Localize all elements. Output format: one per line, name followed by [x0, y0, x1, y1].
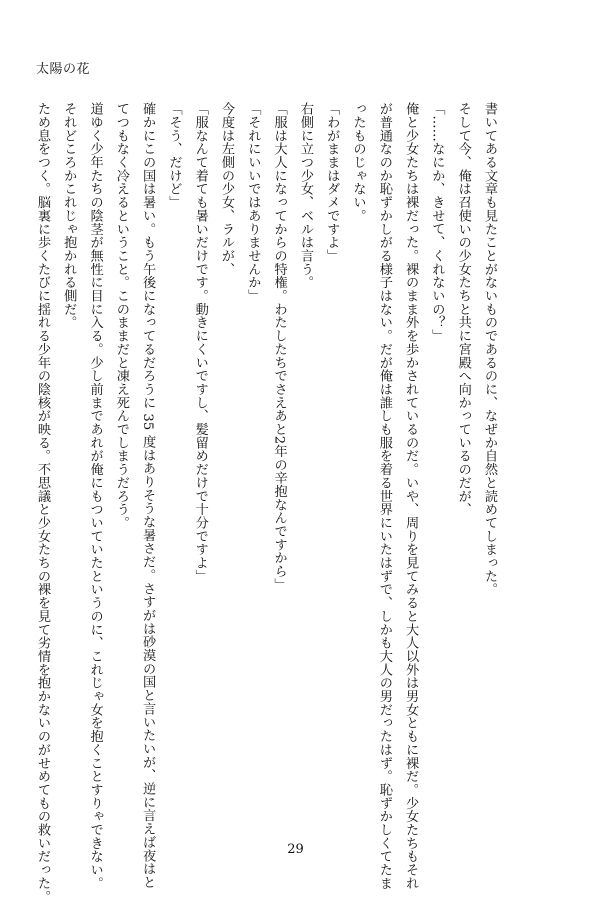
text-line: 「それにいいではありませんか」	[245, 102, 261, 303]
text-line: 書いてある文章も見たことがないものであるのに、なぜか自然と読めてしまった。	[482, 102, 497, 596]
text-line: 「そう、だけど」	[166, 102, 182, 209]
text-line: 俺と少女たちは裸だった。裸のまま外を歩かされているのだ。いや、周りを見てみると大人以外は男女ともに裸だ。少女たちもそれ	[403, 102, 419, 890]
text-line: ため息をつく。脳裏に歩くたびに揺れる少年の陰核が映る。不思議と少女たちの裸を見て劣情を抱かないのがせめてもの救いだった。	[34, 102, 50, 903]
text-line: 「服なんて着ても暑いだけです。動きにくいですし、髪留めだけで十分ですよ」	[192, 102, 208, 583]
text-line: それどころかこれじゃ抱かれる側だ。	[61, 102, 77, 329]
text-line: 道ゆく少年たちの陰茎が無性に目に入る。少し前まであれが俺にもついていたというのに、これじゃ女を抱くことすりゃできない。	[87, 102, 103, 890]
text-line: が普通なのか恥ずかしがる様子はない。だが俺は誰しも服を着る世界にいたはずで、しかも大人の男だったはず。恥ずかしくてたま	[376, 102, 392, 890]
page-number: 29	[287, 842, 304, 857]
text-line: 今度は左側の少女、ラルが、	[219, 102, 235, 276]
text-line: 「服は大人になってからの特権。わたしたちでさえあと2年の辛抱なんですから」	[271, 102, 287, 592]
text-line: てつもなく冷えるということ。このままだと凍え死んでしまうだろう。	[113, 102, 129, 530]
text-line: ったものじゃない。	[350, 102, 366, 223]
text-line: そして今、俺は召使いの少女たちと共に宮殿へ向かっているのだが、	[455, 102, 471, 516]
text-line: 「……なにか、きせて、くれないの？」	[429, 102, 445, 343]
running-head: 太陽の花	[36, 62, 91, 77]
text-line: 確かにこの国は暑い。もう午後になってるだろうに 35 度はありそうな暑さだ。さすがは砂漠の国と言いたいが、逆に言えば夜はと	[140, 102, 156, 889]
text-line: 「わがままはダメですよ」	[324, 102, 340, 263]
text-line: 右側に立つ少女、ベルは言う。	[297, 102, 313, 289]
